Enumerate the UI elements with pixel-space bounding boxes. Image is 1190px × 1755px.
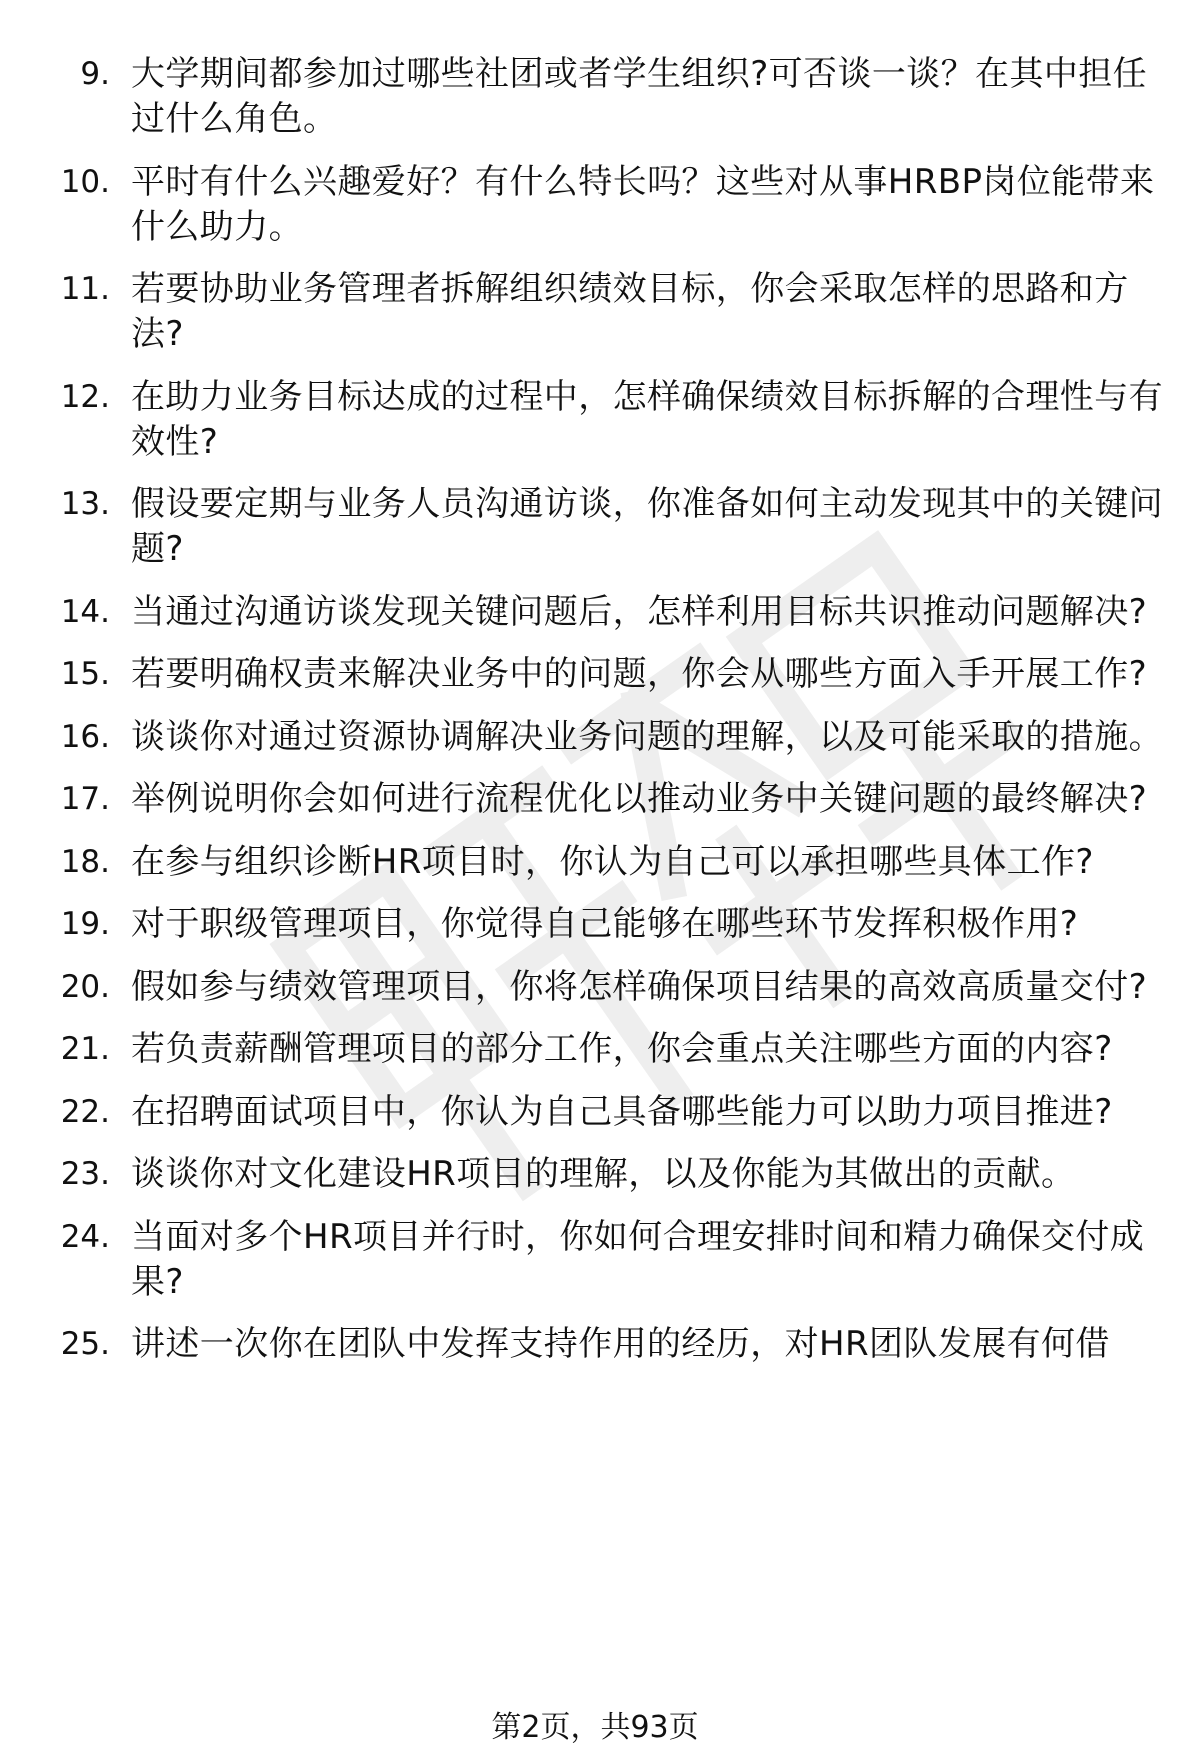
question-number: 17. bbox=[60, 781, 110, 817]
question-text: 谈谈你对文化建设HR项目的理解，以及你能为其做出的贡献。 bbox=[131, 1154, 1076, 1194]
question-text: 对于职级管理项目，你觉得自己能够在哪些环节发挥积极作用? bbox=[131, 904, 1079, 944]
question-number: 20. bbox=[60, 968, 110, 1005]
question-number: 9. bbox=[80, 56, 110, 92]
question-item bbox=[0, 1090, 1190, 1135]
page-number-footer: 第2页，共93页 bbox=[491, 1710, 699, 1745]
question-list bbox=[0, 52, 1190, 1385]
question-number: 15. bbox=[60, 656, 110, 692]
question-item bbox=[0, 482, 1190, 572]
question-text: 假设要定期与业务人员沟通访谈，你准备如何主动发现其中的关键问题? bbox=[131, 484, 1163, 569]
question-item bbox=[0, 52, 1190, 142]
question-item bbox=[0, 1152, 1190, 1197]
question-text: 大学期间都参加过哪些社团或者学生组织?可否谈一谈？在其中担任过什么角色。 bbox=[131, 54, 1148, 139]
question-text: 在助力业务目标达成的过程中，怎样确保绩效目标拆解的合理性与有效性? bbox=[131, 376, 1163, 462]
question-item bbox=[0, 902, 1190, 947]
question-text: 若负责薪酬管理项目的部分工作，你会重点关注哪些方面的内容? bbox=[131, 1029, 1113, 1069]
question-text: 谈谈你对通过资源协调解决业务问题的理解，以及可能采取的措施。 bbox=[131, 716, 1163, 757]
question-text: 讲述一次你在团队中发挥支持作用的经历，对HR团队发展有何借 bbox=[131, 1324, 1110, 1364]
question-item bbox=[0, 1027, 1190, 1072]
question-text: 在招聘面试项目中，你认为自己具备哪些能力可以助力项目推进? bbox=[131, 1091, 1113, 1132]
question-text: 平时有什么兴趣爱好？有什么特长吗？这些对从事HRBP岗位能带来什么助力。 bbox=[131, 161, 1155, 247]
question-number: 18. bbox=[60, 843, 110, 880]
question-number: 16. bbox=[60, 718, 110, 755]
question-text: 若要明确权责来解决业务中的问题，你会从哪些方面入手开展工作? bbox=[131, 654, 1148, 694]
question-number: 19. bbox=[60, 906, 110, 942]
question-number: 21. bbox=[60, 1031, 110, 1067]
question-number: 10. bbox=[60, 163, 110, 200]
question-text: 当通过沟通访谈发现关键问题后，怎样利用目标共识推动问题解决? bbox=[131, 591, 1148, 632]
question-item bbox=[0, 160, 1190, 250]
question-item bbox=[0, 590, 1190, 635]
question-number: 14. bbox=[60, 593, 110, 630]
question-item bbox=[0, 777, 1190, 822]
question-text: 当面对多个HR项目并行时，你如何合理安排时间和精力确保交付成果? bbox=[131, 1216, 1145, 1302]
question-item bbox=[0, 652, 1190, 697]
question-number: 13. bbox=[60, 486, 110, 522]
question-item bbox=[0, 715, 1190, 760]
question-text: 若要协助业务管理者拆解组织绩效目标，你会采取怎样的思路和方法? bbox=[131, 269, 1129, 354]
question-text: 举例说明你会如何进行流程优化以推动业务中关键问题的最终解决? bbox=[131, 779, 1148, 819]
question-item bbox=[0, 840, 1190, 885]
question-item bbox=[0, 375, 1190, 465]
question-text: 在参与组织诊断HR项目时，你认为自己可以承担哪些具体工作? bbox=[131, 841, 1094, 882]
question-item bbox=[0, 267, 1190, 357]
question-text: 假如参与绩效管理项目，你将怎样确保项目结果的高效高质量交付? bbox=[131, 966, 1148, 1007]
question-number: 23. bbox=[60, 1156, 110, 1192]
question-item bbox=[0, 965, 1190, 1010]
question-item bbox=[0, 1215, 1190, 1305]
question-number: 12. bbox=[60, 378, 110, 415]
question-number: 11. bbox=[60, 271, 110, 307]
question-number: 25. bbox=[60, 1326, 110, 1362]
question-item bbox=[0, 1322, 1190, 1367]
question-number: 22. bbox=[60, 1093, 110, 1130]
question-number: 24. bbox=[60, 1218, 110, 1255]
